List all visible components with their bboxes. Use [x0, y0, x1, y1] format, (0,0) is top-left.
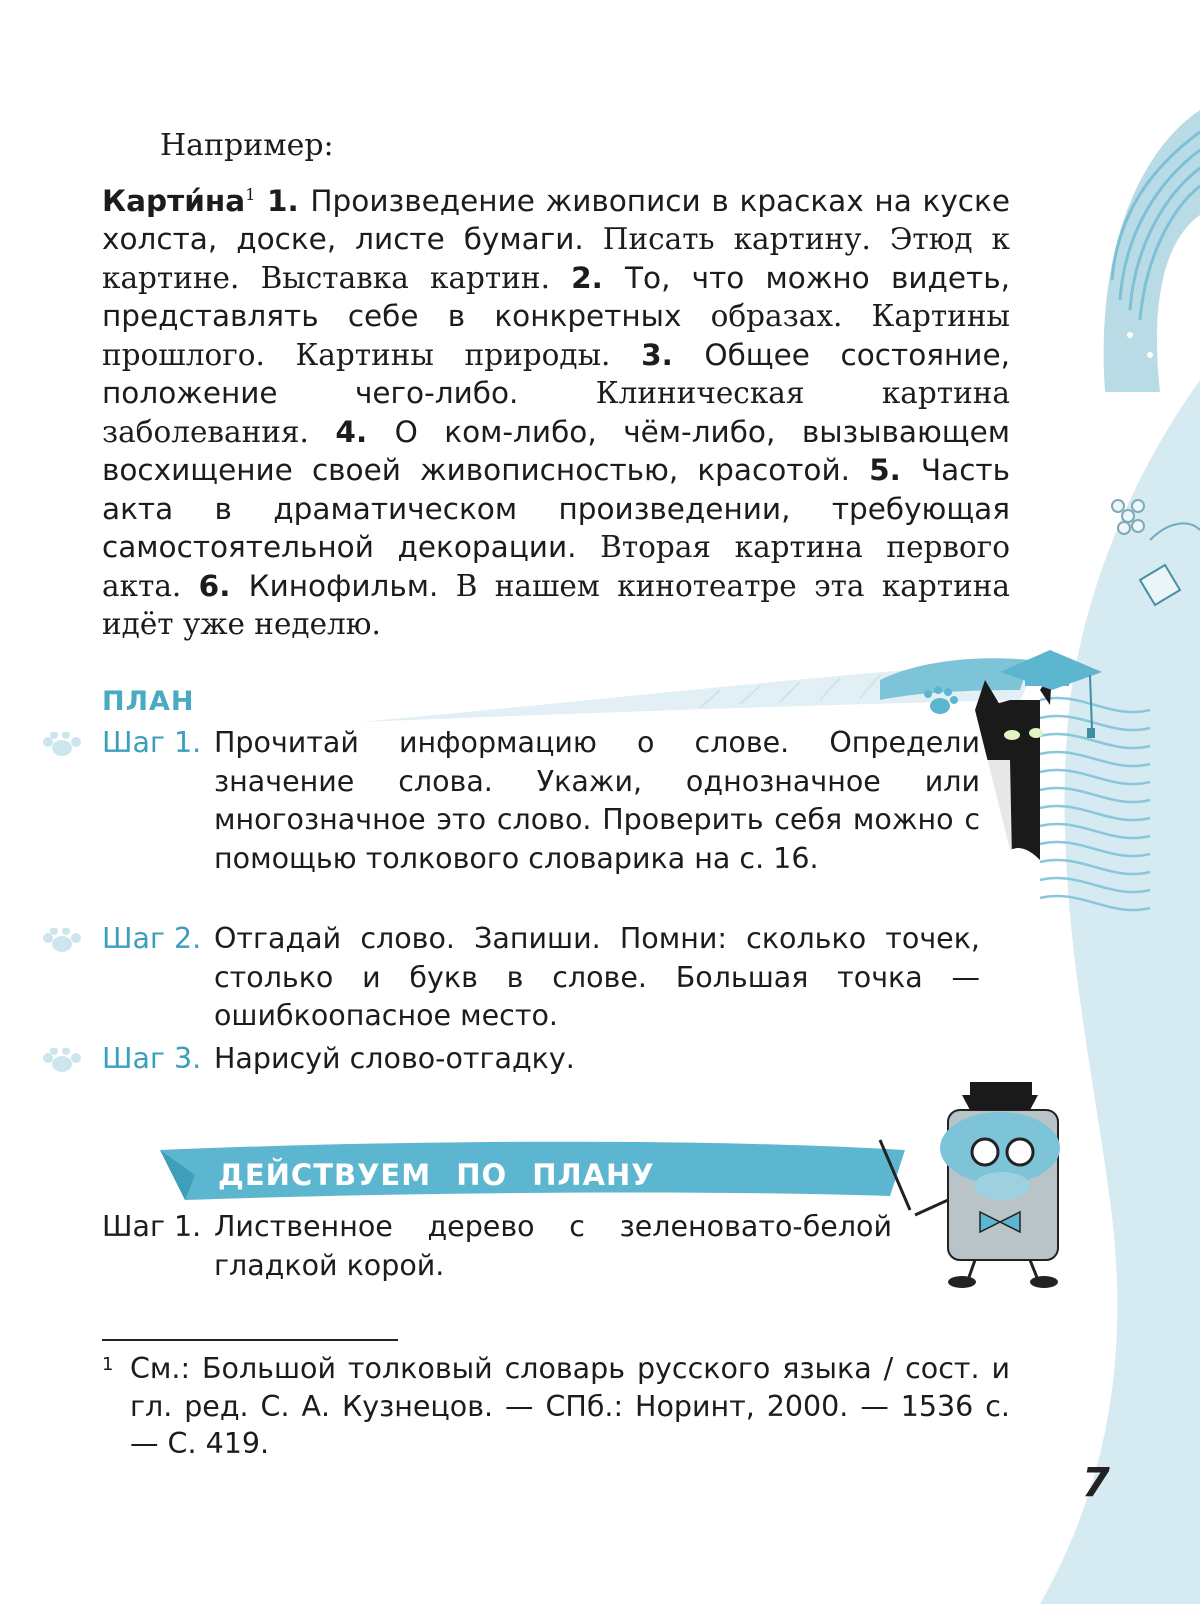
sense-number: 6. — [198, 568, 249, 603]
paw-icon — [40, 928, 82, 954]
action-banner-title: ДЕЙСТВУЕМ ПО ПЛАНУ — [218, 1158, 655, 1192]
plan-title: ПЛАН — [102, 686, 195, 717]
usage-example: Писать картину. Этюд к картине. Выставка картин. — [102, 222, 1010, 295]
sense-definition: Общее состояние, положение чего-либо. — [102, 337, 1010, 411]
dictionary-definition — [102, 176, 1010, 644]
step-label: Шаг 2. — [102, 922, 202, 955]
sense-definition: Часть акта в драматическом произведении, требующая самостоятельной декорации. — [102, 453, 1010, 565]
step-text: Лиственное дерево с зеленовато-белой гладкой корой. — [214, 1210, 892, 1282]
definition-body — [102, 184, 1010, 642]
usage-example: Клиническая картина заболевания. — [102, 376, 1010, 449]
page-number: 7 — [1082, 1460, 1110, 1506]
sense-definition: То, что можно видеть, представлять себе в конкретных — [102, 260, 1010, 334]
footnote-number: 1 — [102, 1354, 114, 1375]
usage-example: образах. Картины прошлого. Картины природы. — [102, 299, 1010, 372]
sense-definition: Кинофильм. — [248, 568, 456, 603]
step-label: Шаг 1. — [102, 1210, 202, 1243]
footnote-text: См.: Большой толковый словарь русского языка / сост. и гл. ред. С. А. Кузнецов. — СПб.: Норинт, 2000. — 1536 с. — С. 419. — [130, 1352, 1010, 1460]
sense-number: 5. — [869, 453, 921, 488]
step-text: Нарисуй слово-отгадку. — [214, 1042, 575, 1075]
step-label: Шаг 3. — [102, 1042, 202, 1075]
sense-number: 3. — [641, 337, 705, 372]
step-label: Шаг 1. — [102, 726, 202, 759]
footnote — [102, 1350, 1010, 1463]
paw-icon — [40, 732, 82, 758]
sense-number: 2. — [571, 260, 625, 295]
usage-example: В нашем кинотеатре эта картина идёт уже неделю. — [102, 568, 1011, 642]
step-text: Прочитай информацию о слове. Определи значение слова. Укажи, однозначное или многозначное это слово. Проверить себя можно с помощью толкового словарика на с. 16. — [214, 726, 980, 875]
sense-definition: О ком-либо, чём-либо, вызывающем восхищение своей живописностью, красотой. — [102, 414, 1010, 488]
usage-example: Вторая картина первого акта. — [102, 530, 1011, 603]
sense-definition: Произведение живописи в красках на куске холста, доске, листе бумаги. — [102, 183, 1010, 257]
paw-icon — [40, 1048, 82, 1074]
intro-text: Например: — [160, 128, 334, 163]
professor-illustration — [880, 1082, 1060, 1288]
sense-number: 4. — [335, 414, 395, 449]
footnote-mark: 1 — [245, 185, 256, 204]
footnote-divider — [102, 1339, 398, 1341]
headword: Карти́на — [102, 183, 246, 218]
sense-number: 1. — [255, 183, 311, 218]
background-shape — [1040, 380, 1200, 1604]
step-text: Отгадай слово. Запиши. Помни: сколько точек, столько и букв в слове. Большая точка — ошибкоопасное место. — [214, 922, 980, 1032]
